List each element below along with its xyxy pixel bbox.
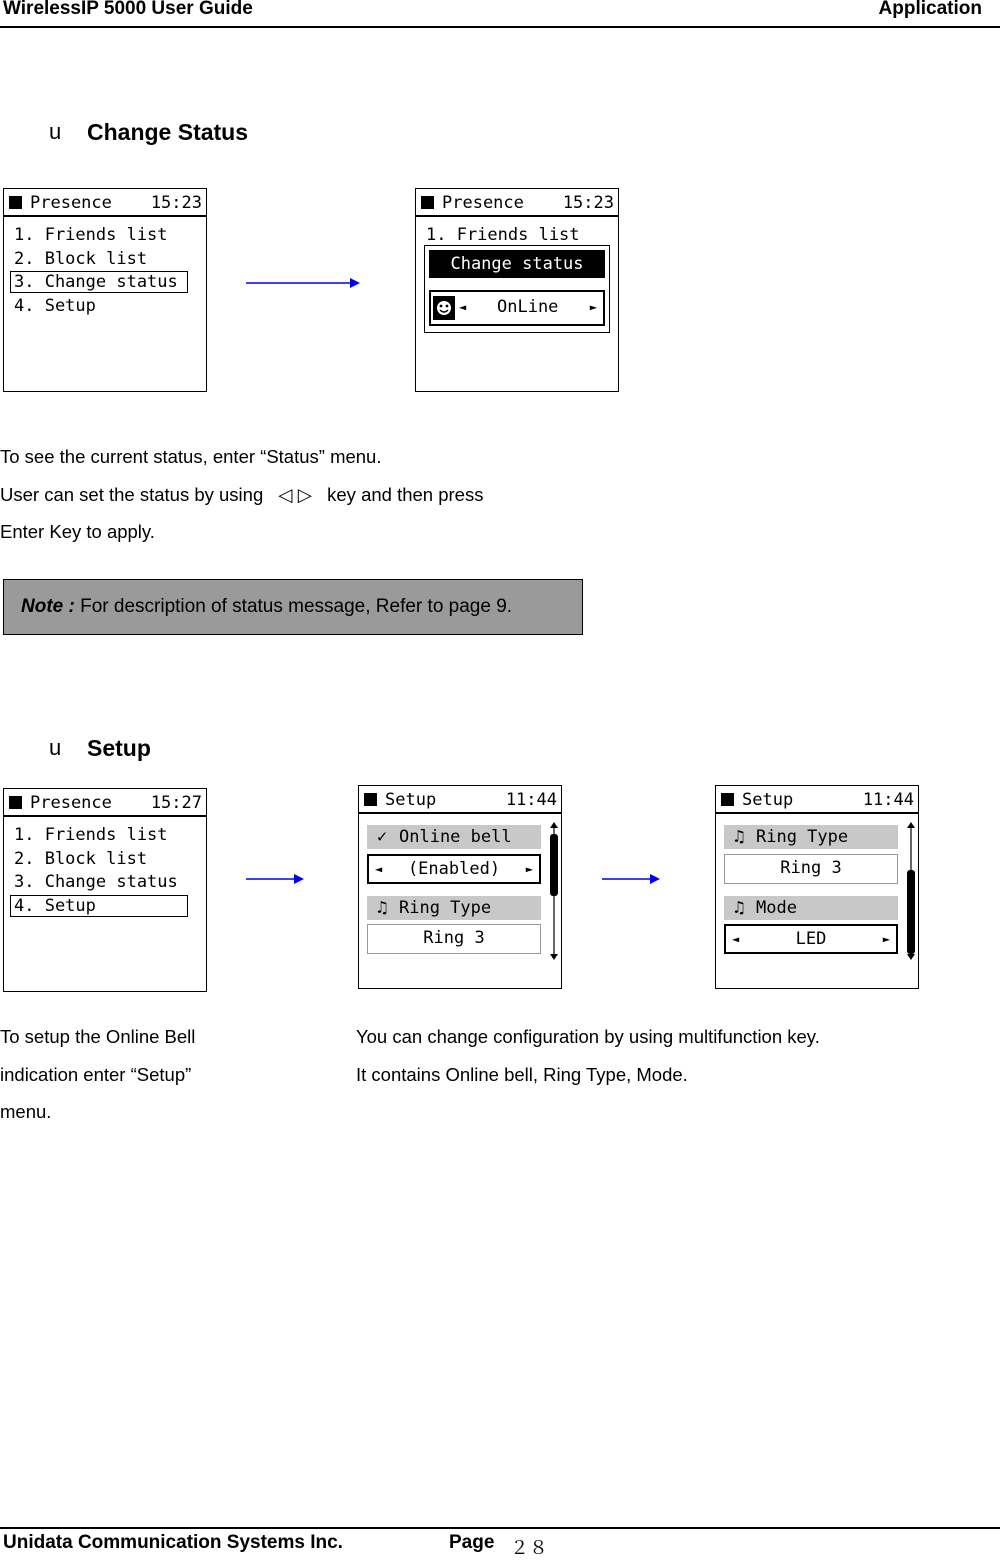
desc-line-2-pre: User can set the status by using [0,483,264,505]
lcd-time: 15:23 [562,193,614,213]
flow-arrow-icon [246,872,306,886]
status-value: OnLine [497,297,559,317]
footer-page-number: ２８ [510,1538,549,1559]
lcd-presence-menu [3,188,207,392]
lcd-title-bar [716,786,918,814]
presence-face-icon [433,296,455,320]
section-title-setup: Setup [87,735,151,761]
header-section: Application [878,0,982,19]
lcd-title-bar [4,789,206,817]
mode-selector[interactable] [724,924,898,954]
status-selector[interactable] [429,290,605,326]
lcd-title: Presence [442,193,524,213]
lcd-setup-online-bell [358,785,562,989]
menu-square-icon [421,196,434,209]
menu-square-icon [9,196,22,209]
menu-item-block-list[interactable]: 2. Block list [14,249,148,269]
menu-square-icon [721,793,734,806]
menu-square-icon [9,796,22,809]
menu-square-icon [364,793,377,806]
lcd-setup-mode [715,785,919,989]
note-text: For description of status message, Refer to page 9. [74,596,513,617]
menu-item-friends-list[interactable]: 1. Friends list [14,825,168,845]
menu-item-block-list[interactable]: 2. Block list [14,849,148,869]
dialog-title: Change status [429,250,605,278]
lcd-time: 15:23 [150,193,202,213]
lcd-time: 11:44 [505,790,557,810]
ring-type-row[interactable] [724,825,898,849]
right-arrow-icon: ► [589,300,597,314]
desc-line-3: Enter Key to apply. [0,521,155,542]
online-bell-row[interactable] [367,825,541,849]
left-arrow-icon: ◄ [459,300,467,314]
footer-rule [0,1527,1000,1529]
mode-label: Mode [756,898,797,918]
lcd-title-bar [416,189,618,217]
section-bullet: u [49,119,62,144]
lcd-change-status-dialog [415,188,619,392]
footer-company: Unidata Communication Systems Inc. [3,1532,343,1553]
footer-page-label: Page [449,1532,495,1553]
ring-type-value-box[interactable] [724,854,898,884]
setup-right-line-1: You can change configuration by using multifunction key. [356,1026,820,1047]
note-label: Note : [21,596,75,617]
menu-item-change-status[interactable]: 3. Change status [14,272,178,292]
lcd-title: Presence [30,793,112,813]
section-bullet: u [49,735,62,760]
right-arrow-icon: ► [882,932,890,946]
desc-line-2 [0,476,700,514]
menu-item-change-status[interactable]: 3. Change status [14,872,178,892]
checkmark-icon: ✓ [376,827,388,847]
left-right-keys-icon: ◁ ▷ [278,483,312,505]
lcd-title: Presence [30,193,112,213]
ring-type-label: Ring Type [756,827,849,847]
mode-row[interactable] [724,896,898,920]
menu-item-friends-list[interactable]: 1. Friends list [426,225,580,245]
music-mode-icon: ♫ [733,898,745,918]
menu-item-friends-list[interactable]: 1. Friends list [14,225,168,245]
ring-type-value: Ring 3 [780,858,842,878]
menu-item-setup[interactable]: 4. Setup [14,296,96,316]
section-title-change-status: Change Status [87,119,249,145]
mode-value: LED [795,929,827,949]
ring-type-value: Ring 3 [423,928,485,948]
online-bell-selector[interactable] [367,854,541,884]
flow-arrow-icon [246,276,362,290]
change-status-description [0,438,700,551]
right-arrow-icon: ► [525,862,533,876]
desc-line-2-post: key and then press [327,483,484,505]
setup-left-line-3: menu. [0,1101,52,1122]
scrollbar[interactable] [549,822,559,960]
music-note-icon: ♫ [733,827,745,847]
note-box [3,579,583,635]
lcd-title-bar [359,786,561,814]
lcd-presence-menu-setup [3,788,207,992]
lcd-time: 11:44 [862,790,914,810]
setup-left-line-1: To setup the Online Bell [0,1026,196,1047]
setup-right-description [356,1018,976,1093]
lcd-title: Setup [742,790,794,810]
header-rule [0,26,1000,28]
desc-line-1: To see the current status, enter “Status” menu. [0,446,382,467]
setup-right-line-2: It contains Online bell, Ring Type, Mode. [356,1063,688,1085]
ring-type-value-box[interactable] [367,924,541,954]
setup-left-line-2: indication enter “Setup” [0,1063,192,1085]
setup-left-description [0,1018,330,1131]
left-arrow-icon: ◄ [732,932,740,946]
lcd-title: Setup [385,790,437,810]
change-status-dialog [424,245,610,333]
music-note-icon: ♫ [376,898,388,918]
lcd-time: 15:27 [150,793,202,813]
menu-item-setup[interactable]: 4. Setup [14,896,96,916]
lcd-title-bar [4,189,206,217]
online-bell-value: (Enabled) [407,859,501,879]
scrollbar[interactable] [906,822,916,960]
ring-type-row[interactable] [367,896,541,920]
left-arrow-icon: ◄ [375,862,383,876]
flow-arrow-icon [602,872,662,886]
header-title: WirelessIP 5000 User Guide [3,0,253,19]
ring-type-label: Ring Type [399,898,492,918]
online-bell-label: Online bell [399,827,512,847]
